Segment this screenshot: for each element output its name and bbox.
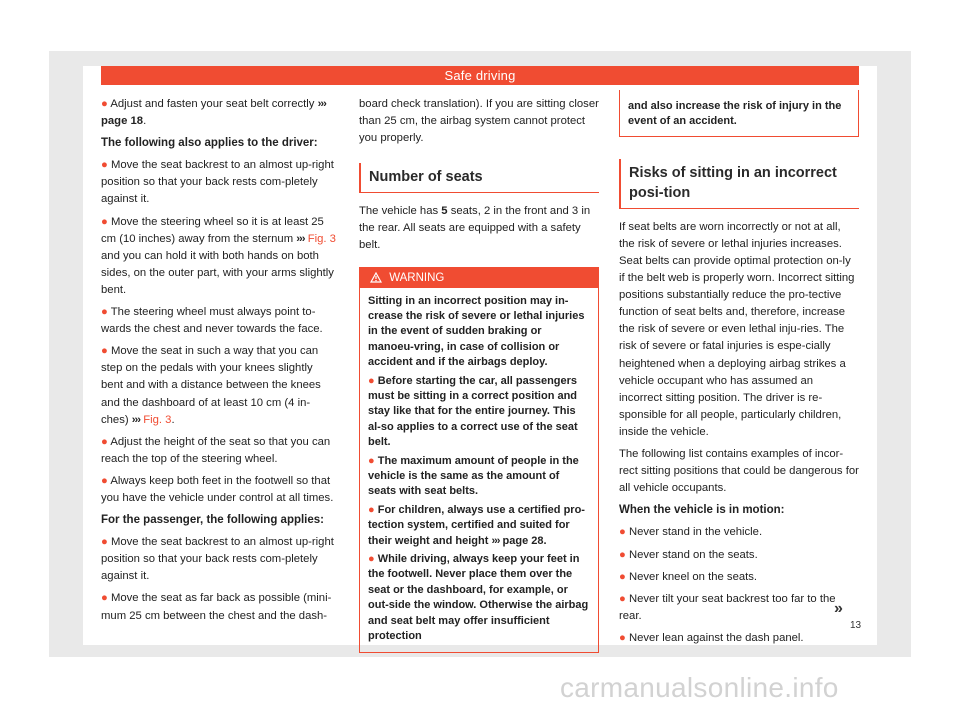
warning-item: ● While driving, always keep your feet in the footwell. Never place them over the seat or the dashboard, for example, or out-side the window. Otherwise the airbag and seat belt may offer insufficient protection xyxy=(368,553,589,643)
page-number: 13 xyxy=(850,620,862,631)
bullet-icon: ● xyxy=(619,631,626,644)
figure-link[interactable]: Fig. 3 xyxy=(307,232,336,245)
bullet-icon: ● xyxy=(101,215,108,228)
bullet-icon: ● xyxy=(101,536,108,549)
warning-continuation: and also increase the risk of injury in the event of an accident. xyxy=(619,90,859,137)
section-title-number-of-seats: Number of seats xyxy=(359,163,599,193)
link-arrow-icon: ››› xyxy=(491,534,500,547)
bullet-icon: ● xyxy=(619,526,626,539)
warning-box xyxy=(359,267,599,653)
warning-item: ● Before starting the car, all passengers must be sitting in a correct position and stay like that for the entire journey. This al-so applies to a correct use of the seat belt. xyxy=(368,374,578,449)
paragraph: board check translation). If you are sitting closer than 25 cm, the airbag system cannot protect you properly. xyxy=(359,98,599,145)
continue-icon: » xyxy=(834,600,843,617)
bullet-icon: ● xyxy=(619,592,626,605)
list-item: ● Move the seat in such a way that you can step on the pedals with your knees slightly bent and with a distance between the knees and the dashboard of at least 10 cm (4 in-ches) ››› Fig. 3. xyxy=(101,345,321,426)
column-2 xyxy=(359,96,599,653)
list-item: ● Never stand in the vehicle. xyxy=(619,526,763,539)
list-item: ● Move the steering wheel so it is at least 25 cm (10 inches) away from the sternum ››› Fig. 3 and you can hold it with both hands on both sides, on the outer part, with your arms slightly bent. xyxy=(101,215,336,296)
link-arrow-icon: ››› xyxy=(131,413,141,426)
bullet-icon: ● xyxy=(368,503,375,516)
warning-body xyxy=(360,288,598,652)
bullet-icon: ● xyxy=(101,345,108,358)
column-3 xyxy=(619,96,862,652)
figure-link[interactable]: Fig. 3 xyxy=(143,413,172,426)
list-item: ● Adjust the height of the seat so that you can reach the top of the steering wheel. xyxy=(101,435,331,465)
page-link[interactable]: page 18 xyxy=(101,115,144,128)
bullet-icon: ● xyxy=(101,474,108,487)
paragraph: ● Adjust and fasten your seat belt correctly ››› page 18. xyxy=(101,98,326,128)
list-item: ● Move the seat as far back as possible (mini-mum 25 cm between the chest and the dash- xyxy=(101,592,332,622)
warning-item: ● For children, always use a certified pro-tection system, certified and suited for their weight and height ››› page 28. xyxy=(368,503,585,547)
bullet-icon: ● xyxy=(619,548,626,561)
page-link[interactable]: page 28 xyxy=(502,534,544,547)
paragraph: The following list contains examples of incor-rect sitting positions that could be dangerous for all vehicle occupants. xyxy=(619,448,859,495)
watermark: carmanualsonline.info xyxy=(560,672,839,703)
bullet-icon: ● xyxy=(368,454,375,467)
subheading: The following also applies to the driver: xyxy=(101,137,318,150)
list-item: ● Move the seat backrest to an almost up-right position so that your back rests com-pletely against it. xyxy=(101,536,334,583)
list-item: ● Never lean against the dash panel. xyxy=(619,631,804,644)
link-arrow-icon: ››› xyxy=(317,98,326,110)
bullet-icon: ● xyxy=(368,553,375,566)
bullet-icon: ● xyxy=(101,159,108,172)
list-item: ● Never stand on the seats. xyxy=(619,548,758,561)
bullet-icon: ● xyxy=(368,374,375,387)
bullet-icon: ● xyxy=(619,570,626,583)
subheading: When the vehicle is in motion: xyxy=(619,504,785,517)
paragraph: If seat belts are worn incorrectly or not at all, the risk of severe or lethal injuries increases. Seat belts can provide optimal protection on-ly if the belt web is properly worn. Incorrect sitting positions substantially reduce the pro-tective function of seat belts and, therefore, increase the risk of severe or even lethal inju-ries. The risk of severe or fatal injuries is espe-cially heightened when a deploying airbag strikes a vehicle occupant who has assumed an incorrect sitting position. The driver is re-sponsible for all people, particularly children, inside the vehicle. xyxy=(619,220,855,438)
column-1 xyxy=(101,96,337,630)
list-item: ● Never kneel on the seats. xyxy=(619,570,758,583)
bullet-icon: ● xyxy=(101,98,108,110)
warning-header xyxy=(360,268,598,288)
subheading: For the passenger, the following applies: xyxy=(101,514,325,527)
warning-intro: Sitting in an incorrect position may in-crease the risk of severe or lethal injuries in the event of sudden braking or manoeu-vring, in case of collision or accident and if the airbags deploy. xyxy=(368,294,585,369)
list-item: ● The steering wheel must always point to-wards the chest and never towards the face. xyxy=(101,306,323,336)
warning-label: WARNING xyxy=(389,271,445,284)
list-item: ● Never tilt your seat backrest too far to the rear. xyxy=(619,592,836,622)
paragraph: The vehicle has 5 seats, 2 in the front and 3 in the rear. All seats are equipped with a safety belt. xyxy=(359,205,591,252)
bullet-icon: ● xyxy=(101,306,108,319)
warning-item: ● The maximum amount of people in the vehicle is the same as the amount of seats with seat belts. xyxy=(368,454,579,498)
section-title-risks: Risks of sitting in an incorrect posi-tion xyxy=(619,159,859,209)
link-arrow-icon: ››› xyxy=(296,232,305,245)
bullet-icon: ● xyxy=(101,592,108,605)
list-item: ● Always keep both feet in the footwell so that you have the vehicle under control at all times. xyxy=(101,474,334,504)
bullet-icon: ● xyxy=(101,435,108,448)
warning-triangle-icon xyxy=(370,272,382,283)
page-header: Safe driving xyxy=(101,66,859,85)
list-item: ● Move the seat backrest to an almost up-right position so that your back rests com-pletely against it. xyxy=(101,159,334,206)
